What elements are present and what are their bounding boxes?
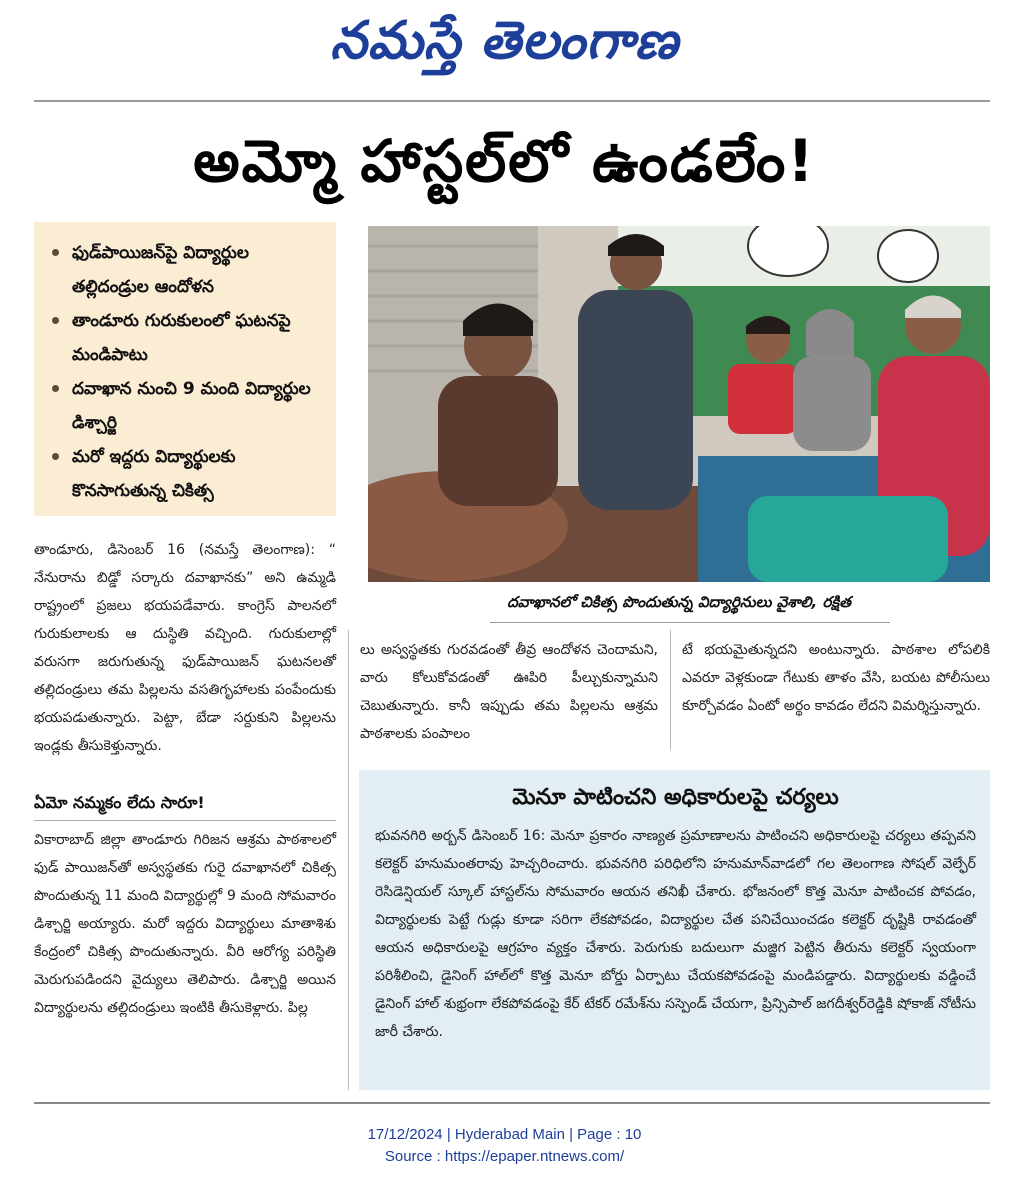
article-column-1-top: తాండూరు, డిసెంబర్ 16 (నమస్తే తెలంగాణ): “ నేనురాను బిడ్డో సర్కారు దవాఖానకు” అని ఉమ్మడి రాష్ట్రంలో ప్రజలు భయపడేవారు. కాంగ్రెస్ పాలనలో గురుకులాలకు ఆ దుస్థితి వచ్చింది. గురుకులాల్లో వరుసగా జరుగుతున్న ఫుడ్‌పాయిజన్ ఘటనలతో తల్లిదండ్రులు తమ పిల్లలను వసతిగృహాలకు పంపేందుకు భయపడుతున్నారు. పెట్టా, బేడా సర్దుకుని పిల్లలను ఇండ్లకు తీసుకెళ్తున్నారు. [34, 542, 336, 754]
highlight-text: తాండూరు గురుకులంలో ఘటనపై మండిపాటు [72, 311, 291, 365]
subhead-divider [34, 820, 336, 821]
article-column-2: లు అస్వస్థతకు గురవడంతో తీవ్ర ఆందోళన చెందామని, వారు కోలుకోవడంతో ఊపిరి పీల్చుకున్నామని చెబుతున్నారు. కానీ ఇప్పుడు తమ పిల్లలను ఆశ్రమ పాఠశాలకు పంపాలం [360, 642, 658, 742]
highlight-text: ఫుడ్‌పాయిజన్‌పై విద్యార్థుల తల్లిదండ్రుల ఆందోళన [72, 243, 249, 297]
highlight-item [52, 304, 322, 372]
caption-divider [490, 622, 890, 623]
column-divider [670, 630, 671, 750]
column-divider [348, 630, 349, 1090]
source-link[interactable]: Source : https://epaper.ntnews.com/ [384, 1148, 625, 1165]
bullet-icon [52, 385, 59, 392]
article-column-3: టే భయమైతున్నదని అంటున్నారు. పాఠశాల లోపలికి ఎవరూ వెళ్లకుండా గేటుకు తాళం వేసి, బయట పోలీసులు కూర్చోవడం ఏంటో అర్థం కావడం లేదని విమర్శిస్తున్నారు. [682, 642, 990, 714]
sidebar-headline: మెనూ పాటించని అధికారులపై చర్యలు [512, 785, 839, 810]
highlight-item [52, 372, 322, 440]
article-column-1-bottom: వికారాబాద్ జిల్లా తాండూరు గిరిజన ఆశ్రమ పాఠశాలలో ఫుడ్ పాయిజన్‌తో అస్వస్థతకు గురై దవాఖానలో చికిత్స పొందుతున్న 11 మంది విద్యార్థుల్లో 9 మంది సోమవారం డిశ్చార్జి అయ్యారు. మరో ఇద్దరు విద్యార్థులు మాతాశిశు కేంద్రంలో చికిత్స పొందుతున్నారు. వీరి ఆరోగ్య పరిస్థితి మెరుగుపడిందని వైద్యులు తెలిపారు. డిశ్చార్జి అయిన విద్యార్థులను తల్లిదండ్రులు ఇంటికి తీసుకెళ్లారు. పిల్ల [34, 832, 336, 1016]
sidebar-body: భువనగిరి అర్బన్ డిసెంబర్ 16: మెనూ ప్రకారం నాణ్యత ప్రమాణాలను పాటించని అధికారులపై చర్యలు తప్పవని కలెక్టర్ హనుమంతరావు హెచ్చరించారు. భువనగిరి పరిధిలోని హనుమాన్‌వాడలో గల తెలంగాణ సోషల్ వెల్ఫేర్ రెసిడెన్షియల్ స్కూల్ హాస్టల్‌ను సోమవారం ఆయన తనిఖీ చేశారు. భోజనంలో కొత్త మెనూ పాటించక పోవడం, విద్యార్థులకు పెట్టే గుడ్లు కూడా సరిగా లేకపోవడం, విద్యార్థుల చేత పనిచేయించడం కలెక్టర్ దృష్టికి రావడంతో ఆయన అధికారులపై ఆగ్రహం వ్యక్తం చేశారు. పెరుగుకు బదులుగా మజ్జిగ పెట్టిన తీరును కలెక్టర్ స్వయంగా పరిశీలించి, డైనింగ్ హాల్‌లో కొత్త మెనూ బోర్డు ఏర్పాటు చేయకపోవడంపై మండిపడ్డారు. విద్యార్థులకు వడ్డించే డైనింగ్ హాల్ శుభ్రంగా లేకపోవడంపై కేర్ టేకర్ రమేశ్‌ను సస్పెండ్ చేయగా, ప్రిన్సిపాల్ జగదీశ్వర్‌రెడ్డికి షోకాజ్ నోటీసు జారీ చేశారు. [375, 828, 976, 1040]
article-subhead: ఏమో నమ్మకం లేదు సారూ! [34, 793, 205, 812]
edition-info: 17/12/2024 | Hyderabad Main | Page : 10 [367, 1126, 642, 1143]
hospital-photo [368, 226, 990, 582]
newspaper-masthead: నమస్తే తెలంగాణ [330, 10, 679, 71]
hospital-photo-illustration [368, 226, 990, 582]
highlight-text: మరో ఇద్దరు విద్యార్థులకు కొనసాగుతున్న చికిత్స [72, 447, 236, 501]
highlight-item [52, 236, 322, 304]
highlights-box [34, 222, 336, 516]
bullet-icon [52, 317, 59, 324]
footer-divider [34, 1102, 990, 1104]
highlight-item [52, 440, 322, 508]
article-headline: అమ్మో హాస్టల్‌లో ఉండలేం! [193, 127, 816, 195]
photo-caption: దవాఖానలో చికిత్స పొందుతున్న విద్యార్థినులు వైశాలి, రక్షిత [507, 593, 851, 611]
masthead-divider [34, 100, 990, 102]
highlight-text: దవాఖాన నుంచి 9 మంది విద్యార్థుల డిశ్చార్జి [72, 379, 311, 433]
bullet-icon [52, 249, 59, 256]
bullet-icon [52, 453, 59, 460]
sidebar-story [359, 770, 990, 1090]
